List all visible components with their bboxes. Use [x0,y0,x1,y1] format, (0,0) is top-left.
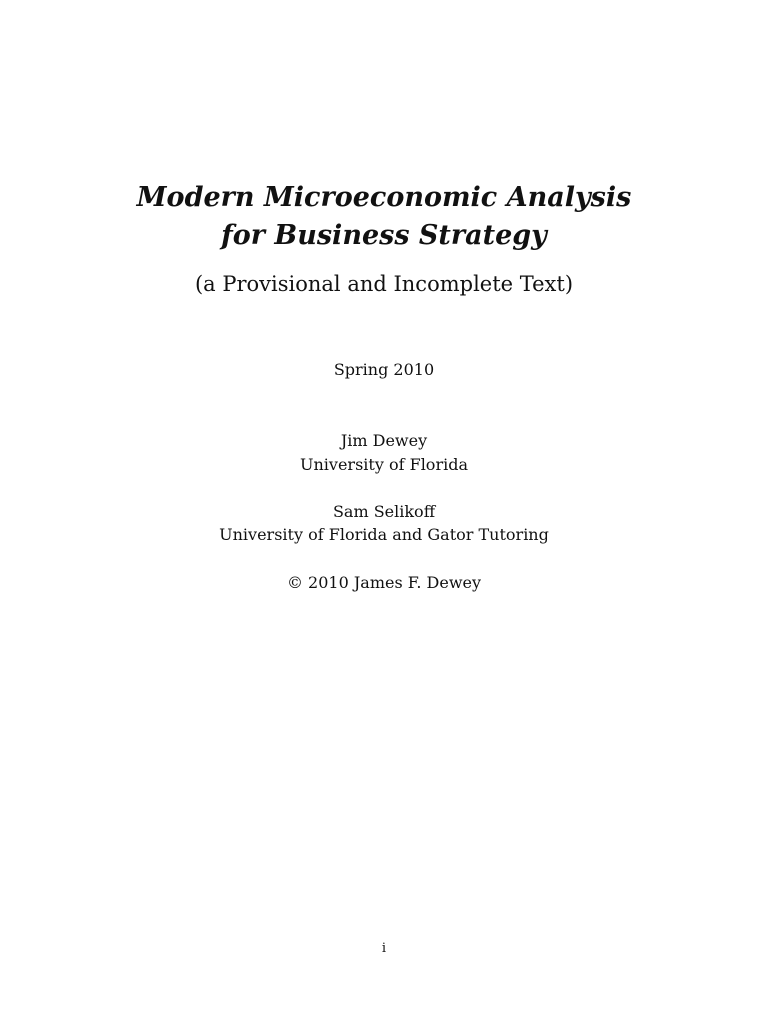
author2-name: Sam Selikoff [332,502,436,521]
copyright-notice: © 2010 James F. Dewey [286,573,482,592]
author2-affiliation: University of Florida and Gator Tutoring [219,525,549,544]
title-line-2: for Business Strategy [221,220,547,251]
title-line-1: Modern Microeconomic Analysis [136,182,632,213]
subtitle: (a Provisional and Incomplete Text) [194,272,574,296]
publication-date: Spring 2010 [333,360,435,379]
author1-name: Jim Dewey [340,431,428,450]
page-number: i [381,941,387,956]
author1-affiliation: University of Florida [300,455,468,474]
